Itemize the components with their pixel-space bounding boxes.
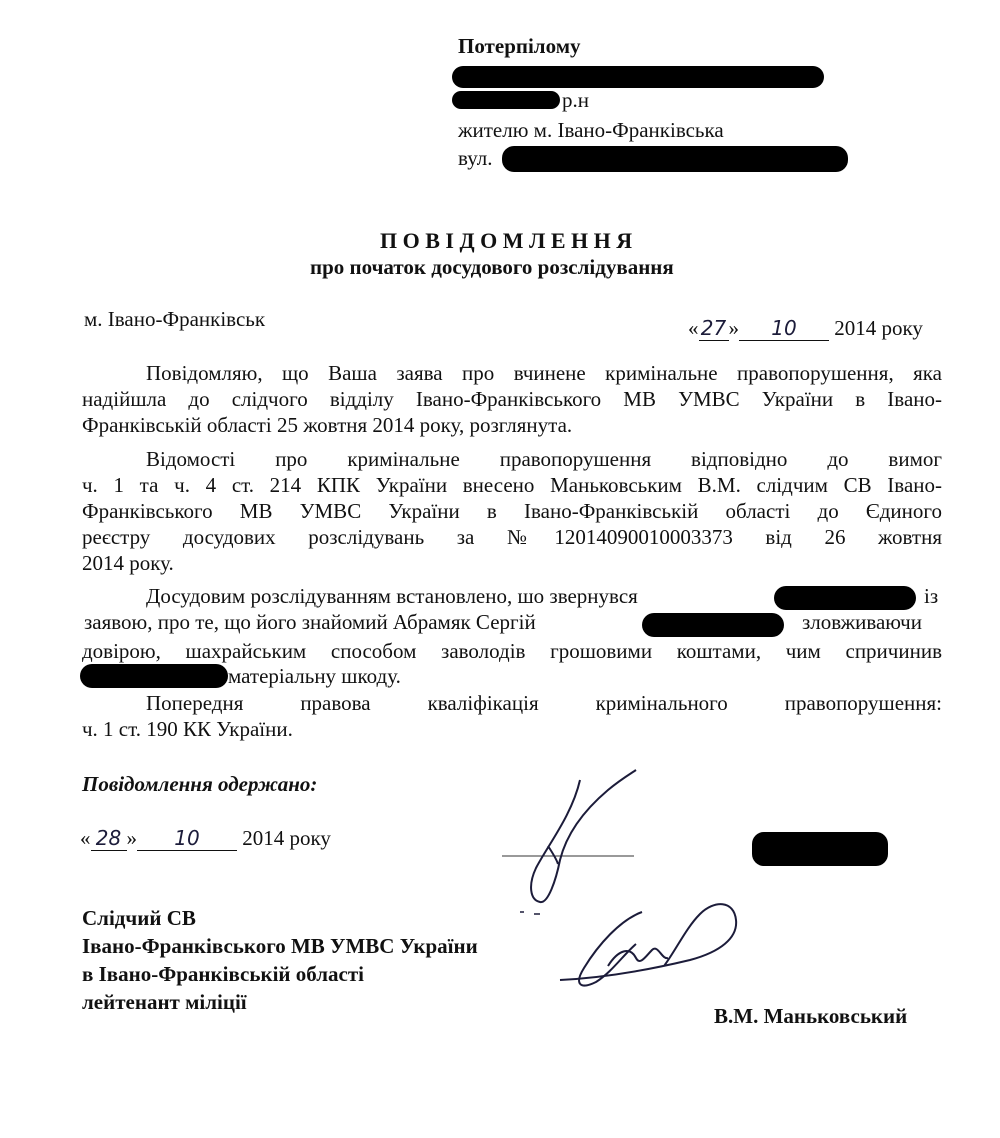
- document-subtitle: про початок досудового розслідування: [310, 255, 674, 279]
- p1-line-3: Франківській області 25 жовтня 2014 року, розглянута.: [82, 413, 573, 437]
- p3-line-2-end: зловживаючи: [802, 610, 922, 634]
- p2-line-3: Франківського МВ УМВС України в Івано-Франківській області до Єдиного: [82, 499, 942, 523]
- received-day: 28: [91, 826, 127, 851]
- p4-line-2: ч. 1 ст. 190 КК України.: [82, 717, 293, 741]
- document-title: П О В І Д О М Л Е Н Н Я: [380, 228, 633, 253]
- received-close-quote: »: [126, 826, 137, 850]
- p2-line-1: Відомості про кримінальне правопорушення відповідно до вимог: [146, 447, 942, 471]
- p1-line-1: Повідомляю, що Ваша заява про вчинене кримінальне правопорушення, яка: [146, 361, 942, 385]
- recipient-title: Потерпілому: [458, 34, 581, 58]
- p3-line-2-start: заявою, про те, що його знайомий Абрамяк Сергій: [84, 610, 536, 634]
- date-day: 27: [699, 316, 729, 341]
- recipient-street-prefix: вул.: [458, 146, 493, 170]
- p4-line-1: Попередня правова кваліфікація кримінального правопорушення:: [146, 691, 942, 715]
- received-year: 2014 року: [242, 826, 331, 850]
- p3-line-1-start: Досудовим розслідуванням встановлено, шо звернувся: [146, 584, 638, 608]
- date-close-quote: »: [728, 316, 739, 340]
- date-open-quote: «: [688, 316, 699, 340]
- place: м. Івано-Франківськ: [84, 307, 266, 331]
- p1-line-2: надійшла до слідчого відділу Івано-Франківського МВ УМВС України в Івано-: [82, 387, 942, 411]
- p2-line-4: реєстру досудових розслідувань за №12014090010003373 від 26 жовтня: [82, 525, 942, 549]
- signatory-line-1: Слідчий СВ: [82, 906, 196, 930]
- received-label: Повідомлення одержано:: [82, 772, 318, 796]
- birth-year-suffix: р.н: [562, 88, 589, 112]
- received-month: 10: [137, 826, 237, 851]
- signatory-name: В.М. Маньковський: [714, 1004, 908, 1028]
- p2-line-5: 2014 року.: [82, 551, 174, 575]
- p3-line-3: довірою, шахрайським способом заволодів грошовими коштами, чим спричинив: [82, 639, 942, 663]
- received-open-quote: «: [80, 826, 91, 850]
- signatory-line-2: Івано-Франківського МВ УМВС України: [82, 934, 478, 958]
- p3-line-1-end: із: [924, 584, 939, 608]
- date-month: 10: [739, 316, 829, 341]
- p3-line-4: матеріальну шкоду.: [228, 664, 401, 688]
- p2-line-2: ч. 1 та ч. 4 ст. 214 КПК України внесено Маньковським В.М. слідчим СВ Івано-: [82, 473, 942, 497]
- signatory-line-3: в Івано-Франківській області: [82, 962, 364, 986]
- date-year: 2014 року: [834, 316, 923, 340]
- recipient-residence: жителю м. Івано-Франківська: [458, 118, 724, 142]
- signatory-line-4: лейтенант міліції: [82, 990, 247, 1014]
